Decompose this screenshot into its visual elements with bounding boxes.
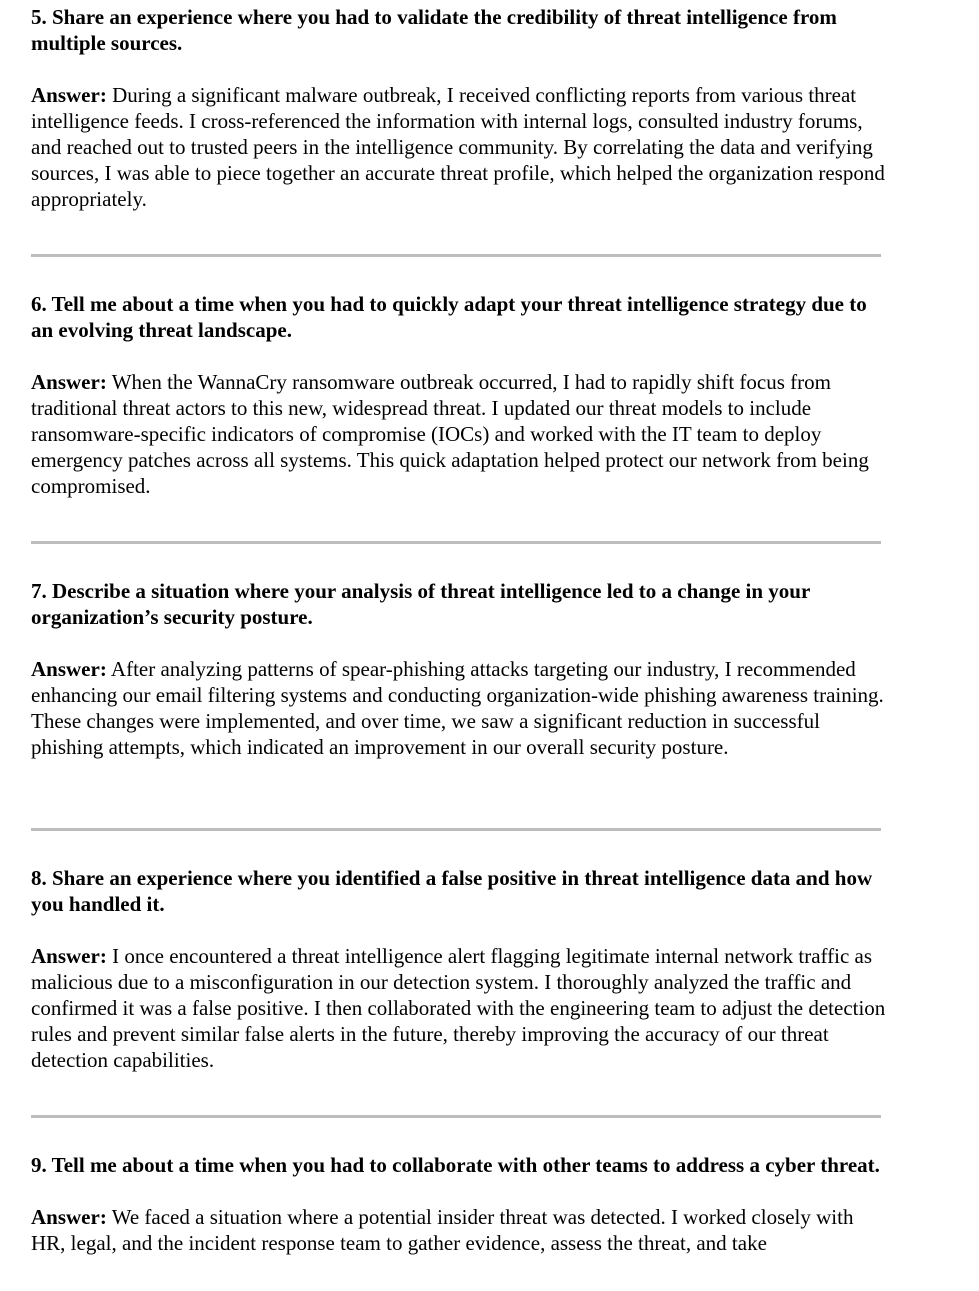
section-divider xyxy=(31,254,881,257)
section-divider xyxy=(31,828,881,831)
section-divider xyxy=(31,1115,881,1118)
section-divider xyxy=(31,541,881,544)
answer-label: Answer: xyxy=(31,657,107,681)
answer-paragraph xyxy=(31,369,891,499)
question-heading: 6. Tell me about a time when you had to quickly adapt your threat intelligence strategy due to an evolving threat landscape. xyxy=(31,292,867,342)
answer-paragraph xyxy=(31,1204,891,1256)
answer-paragraph xyxy=(31,656,891,760)
answer-label: Answer: xyxy=(31,944,107,968)
answer-paragraph xyxy=(31,943,891,1073)
answer-label: Answer: xyxy=(31,370,107,394)
question-heading: 7. Describe a situation where your analysis of threat intelligence led to a change in your organization’s security posture. xyxy=(31,579,810,629)
answer-text: We faced a situation where a potential insider threat was detected. I worked closely with HR, legal, and the incident response team to gather evidence, assess the threat, and take xyxy=(31,1205,854,1255)
qa-item-5 xyxy=(31,4,891,212)
answer-paragraph xyxy=(31,82,891,212)
qa-item-6 xyxy=(31,291,891,499)
answer-text: I once encountered a threat intelligence alert flagging legitimate internal network traffic as malicious due to a misconfiguration in our detection system. I thoroughly analyzed the traffic and confirmed it was a false positive. I then collaborated with the engineering team to adjust the detection rules and prevent similar false alerts in the future, thereby improving the accuracy of our threat detection capabilities. xyxy=(31,944,886,1072)
qa-item-7 xyxy=(31,578,891,760)
answer-text: When the WannaCry ransomware outbreak occurred, I had to rapidly shift focus from traditional threat actors to this new, widespread threat. I updated our threat models to include ransomware-specific indicators of compromise (IOCs) and worked with the IT team to deploy emergency patches across all systems. This quick adaptation helped protect our network from being compromised. xyxy=(31,370,869,498)
answer-label: Answer: xyxy=(31,83,107,107)
answer-label: Answer: xyxy=(31,1205,107,1229)
qa-item-9 xyxy=(31,1152,891,1256)
question-heading: 5. Share an experience where you had to validate the credibility of threat intelligence from multiple sources. xyxy=(31,5,837,55)
qa-item-8 xyxy=(31,865,891,1073)
answer-text: During a significant malware outbreak, I received conflicting reports from various threat intelligence feeds. I cross-referenced the information with internal logs, consulted industry forums, and reached out to trusted peers in the intelligence community. By correlating the data and verifying sources, I was able to piece together an accurate threat profile, which helped the organization respond appropriately. xyxy=(31,83,885,211)
answer-text: After analyzing patterns of spear-phishing attacks targeting our industry, I recommended enhancing our email filtering systems and conducting organization-wide phishing awareness training. These changes were implemented, and over time, we saw a significant reduction in successful phishing attempts, which indicated an improvement in our overall security posture. xyxy=(31,657,884,759)
question-heading: 8. Share an experience where you identified a false positive in threat intelligence data and how you handled it. xyxy=(31,866,873,916)
question-heading: 9. Tell me about a time when you had to collaborate with other teams to address a cyber threat. xyxy=(31,1153,880,1177)
